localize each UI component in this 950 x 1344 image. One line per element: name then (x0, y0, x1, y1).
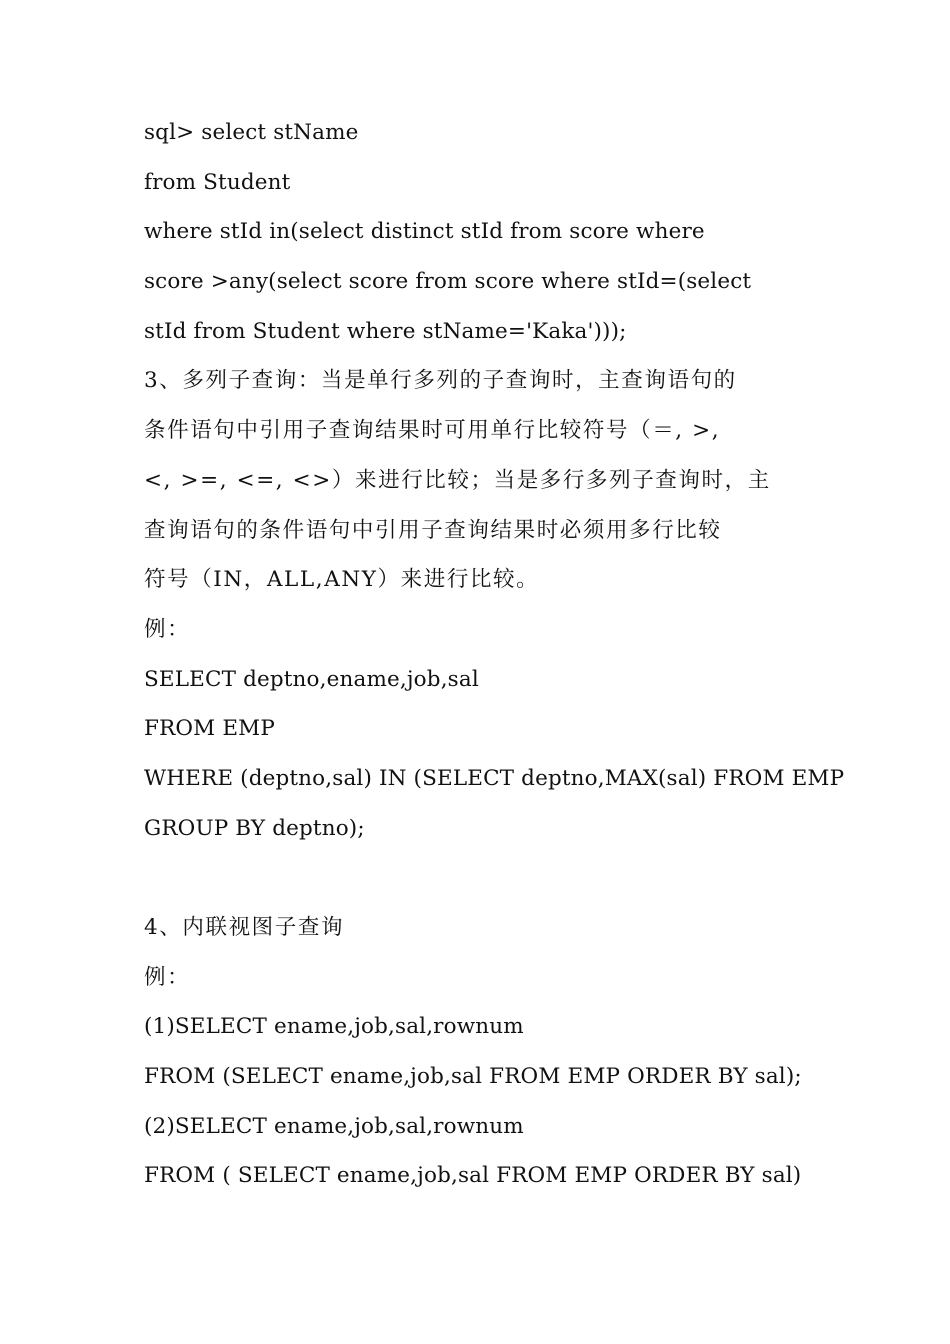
example-code-line: WHERE (deptno,sal) IN (SELECT deptno,MAX(sal) FROM EMP (144, 765, 845, 791)
example-code-line: (1)SELECT ename,job,sal,rownum (144, 1014, 524, 1040)
sql-line: sql> select stName (144, 120, 359, 145)
sql-line: score >any(select score from score where stId=(select (144, 269, 752, 295)
sql-line: from Student (144, 169, 291, 195)
example-code-line: FROM (SELECT ename,job,sal FROM EMP ORDER BY sal); (144, 1064, 802, 1090)
section-3-paragraph-line: 符号（IN，ALL,ANY）来进行比较。 (144, 567, 540, 593)
sql-line: where stId in(select distinct stId from score where (144, 219, 705, 245)
example-code-line: FROM EMP (144, 716, 275, 742)
example-code-line: FROM ( SELECT ename,job,sal FROM EMP ORDER BY sal) (144, 1163, 802, 1189)
example-label: 例： (144, 616, 191, 642)
section-4-heading: 4、内联视图子查询 (144, 915, 345, 940)
section-3-paragraph-line: 条件语句中引用子查询结果时可用单行比较符号（＝, >, (144, 418, 721, 444)
document-content (144, 108, 845, 1201)
section-3-paragraph-line: <, >=, <=, <>）来进行比较；当是多行多列子查询时，主 (144, 467, 771, 493)
blank-line (144, 853, 814, 903)
section-3-paragraph-line: 查询语句的条件语句中引用子查询结果时必须用多行比较 (144, 517, 722, 543)
example-label: 例： (144, 964, 191, 990)
sql-line: stId from Student where stName='Kaka'))); (144, 318, 627, 344)
section-3-paragraph-line: 3、多列子查询：当是单行多列的子查询时，主查询语句的 (144, 368, 737, 394)
example-code-line: GROUP BY deptno); (144, 815, 365, 841)
example-code-line: (2)SELECT ename,job,sal,rownum (144, 1113, 524, 1139)
example-code-line: SELECT deptno,ename,job,sal (144, 666, 479, 692)
